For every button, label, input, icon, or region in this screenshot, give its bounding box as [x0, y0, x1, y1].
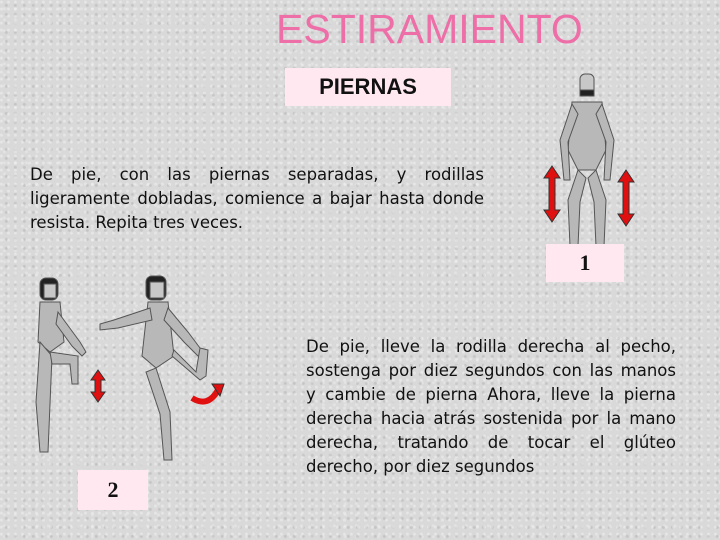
- step-2-badge: 2: [78, 470, 148, 510]
- standing-stretch-figure: [540, 70, 640, 250]
- leg-stretch-figures: [28, 272, 228, 472]
- section-label-text: PIERNAS: [319, 74, 417, 99]
- up-down-arrow-icon: [544, 166, 634, 226]
- step-1-instructions: De pie, con las piernas separadas, y rodillas ligeramente dobladas, comience a bajar hasta donde resista. Repita tres veces.: [30, 165, 484, 232]
- step-1-badge: 1: [546, 244, 624, 282]
- up-down-arrow-icon: [91, 370, 105, 402]
- curved-arrow-icon: [192, 390, 218, 402]
- page-title: ESTIRAMIENTO: [276, 6, 583, 52]
- step-2-instructions: De pie, lleve la rodilla derecha al pecho, sostenga por diez segundos con las manos y cambie de pierna Ahora, lleve la pierna derecha hacia atrás sostenida por la mano derecha, tratando de tocar el glúteo derecho, por diez segundos: [306, 337, 676, 476]
- section-label: [285, 68, 451, 106]
